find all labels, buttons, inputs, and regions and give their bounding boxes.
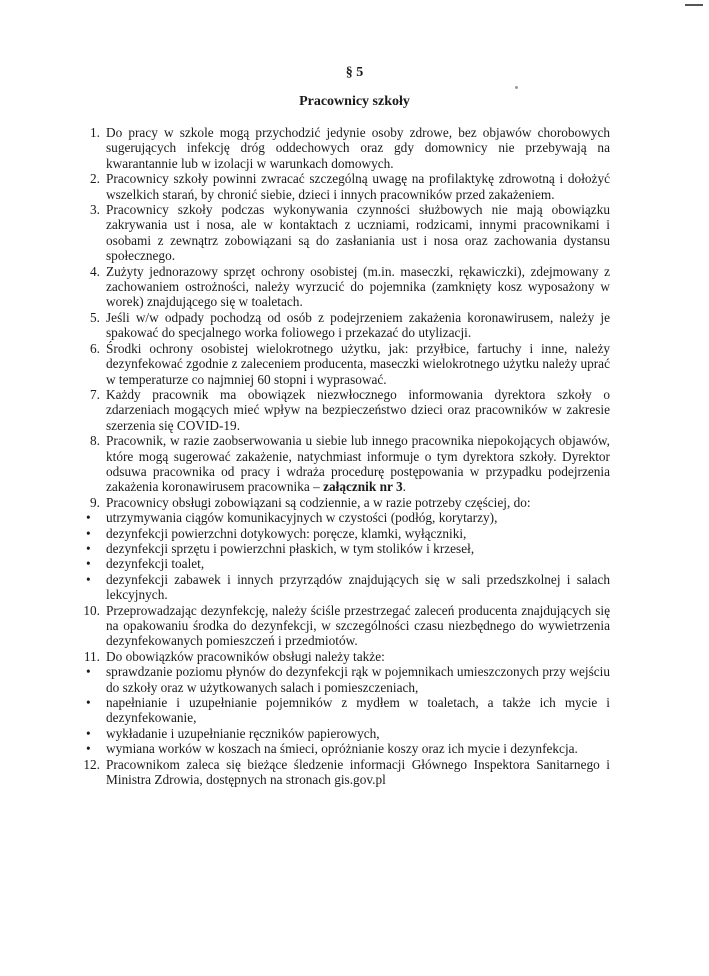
item-text: Jeśli w/w odpady pochodzą od osób z podejrzeniem zakażenia koronawirusem, należy je spakować do specjalnego worka foliowego i przekazać do utylizacji. xyxy=(106,309,610,341)
bullet-text: dezynfekcji zabawek i innych przyrządów znajdujących się w sali przedszkolnej i salach lekcyjnych. xyxy=(106,571,610,603)
bullet-icon: • xyxy=(86,571,91,587)
item-text: Przeprowadzając dezynfekcję, należy ściśle przestrzegać zaleceń producenta znajdujących się na opakowaniu środka do dezynfekcji, w szczególności czasu niezbędnego do wywietrzenia dezynfekowanych pomieszczeń i przedmiotów. xyxy=(106,602,610,649)
item-text: Pracownicy szkoły podczas wykonywania czynności służbowych nie mają obowiązku zakrywania ust i nosa, ale w kontaktach z uczniami, rodzicami, innymi pracownikami i osobami z zewnątrz zobowiązani są do zasłaniania ust i nosa oraz zachowania dystansu społecznego. xyxy=(106,202,610,264)
item-text: Pracownikom zaleca się bieżące śledzenie informacji Głównego Inspektora Sanitarnego i Ministra Zdrowia, dostępnych na stronach gis.gov.pl xyxy=(106,756,610,788)
item-number: 10. xyxy=(83,602,100,618)
list-item xyxy=(78,341,610,387)
list-item xyxy=(78,649,610,664)
list-item xyxy=(78,264,610,310)
item-text-main: Pracownik, w razie zaobserwowania u siebie lub innego pracownika niepokojących objawów, które mogą sugerować zakażenie, natychmiast informuje o tym dyrektora szkoły. Dyrektor odsuwa pracownika od pracy i wdraża procedurę postępowania w przypadku podejrzenia zakażenia koronawirusem pracownika – xyxy=(106,433,610,495)
bullet-icon: • xyxy=(86,664,91,680)
bullet-text: sprawdzanie poziomu płynów do dezynfekcji rąk w pojemnikach umieszczonych przy wejściu do szkoły oraz w użytkowanych salach i pomieszczeniach, xyxy=(106,664,610,695)
document-body xyxy=(78,125,610,787)
bullet-text: utrzymywania ciągów komunikacyjnych w czystości (podłóg, korytarzy), xyxy=(106,510,498,526)
item-text: Środki ochrony osobistej wielokrotnego użytku, jak: przyłbice, fartuchy i inne, należy dezynfekować zgodnie z zaleceniem producenta, maseczki wielokrotnego użytku należy uprać w temperaturze co najmniej 60 stopni i wyprasować. xyxy=(106,340,610,387)
item-number: 6. xyxy=(90,340,100,356)
item-number: 5. xyxy=(90,309,100,325)
bullet-item xyxy=(78,726,610,741)
bullet-icon: • xyxy=(86,741,91,757)
bullet-icon: • xyxy=(86,556,91,572)
list-item xyxy=(78,171,610,202)
item-number: 1. xyxy=(90,125,100,140)
bullet-item xyxy=(78,664,610,695)
bullet-icon: • xyxy=(86,725,91,741)
scan-mark xyxy=(685,4,703,6)
bullet-icon: • xyxy=(86,695,91,711)
item-number: 7. xyxy=(90,386,100,402)
list-item xyxy=(78,202,610,264)
bullet-icon: • xyxy=(86,540,91,556)
attachment-reference: załącznik nr 3 xyxy=(323,479,403,495)
item-text xyxy=(106,433,610,495)
bullet-text: wymiana worków w koszach na śmieci, opróżnianie koszy oraz ich mycie i dezynfekcja. xyxy=(106,741,578,757)
bullet-icon: • xyxy=(86,510,91,526)
bullet-text: dezynfekcji sprzętu i powierzchni płaskich, w tym stolików i krzeseł, xyxy=(106,540,475,556)
item-text: Każdy pracownik ma obowiązek niezwłocznego informowania dyrektora szkoły o zdarzeniach mogących mieć wpływ na bezpieczeństwo dzieci oraz pracowników w zakresie szerzenia się COVID-19. xyxy=(106,386,610,433)
list-item xyxy=(78,433,610,495)
item-number: 3. xyxy=(90,202,100,218)
bullet-item xyxy=(78,541,610,556)
item-text: Do obowiązków pracowników obsługi należy także: xyxy=(106,648,385,664)
item-text: Pracownicy obsługi zobowiązani są codziennie, a w razie potrzeby częściej, do: xyxy=(106,494,531,510)
scan-speck xyxy=(515,86,518,89)
bullet-text: napełnianie i uzupełnianie pojemników z mydłem w toaletach, a także ich mycie i dezynfekowanie, xyxy=(106,695,610,726)
item-number: 4. xyxy=(90,263,100,279)
bullet-text: dezynfekcji powierzchni dotykowych: poręcze, klamki, wyłączniki, xyxy=(106,525,467,541)
item-text-end: . xyxy=(402,479,406,495)
bullet-item xyxy=(78,695,610,726)
item-text: Pracownicy szkoły powinni zwracać szczególną uwagę na profilaktykę zdrowotną i dołożyć wszelkich starań, by chronić siebie, dzieci i innych pracowników przed zakażeniem. xyxy=(106,171,610,202)
bullet-icon: • xyxy=(86,525,91,541)
bullet-text: wykładanie i uzupełnianie ręczników papierowych, xyxy=(106,725,380,741)
list-item xyxy=(78,387,610,433)
bullet-item xyxy=(78,572,610,603)
item-text: Do pracy w szkole mogą przychodzić jedynie osoby zdrowe, bez objawów chorobowych sugerujących infekcję dróg oddechowych oraz gdy domownicy nie przebywają na kwarantannie lub w izolacji w warunkach domowych. xyxy=(106,125,610,171)
bullet-item xyxy=(78,526,610,541)
list-item xyxy=(78,495,610,510)
list-item xyxy=(78,310,610,341)
item-number: 8. xyxy=(90,433,100,449)
section-title: Pracownicy szkoły xyxy=(299,94,410,109)
bullet-item xyxy=(78,510,610,525)
item-text: Zużyty jednorazowy sprzęt ochrony osobistej (m.in. maseczki, rękawiczki), zdejmowany z zachowaniem ostrożności, należy wyrzucić do pojemnika (zamknięty kosz wyposażony w worek) znajdującego się w toaletach. xyxy=(106,263,610,310)
item-number: 9. xyxy=(90,494,100,510)
item-number: 12. xyxy=(83,756,100,772)
bullet-text: dezynfekcji toalet, xyxy=(106,556,205,572)
section-number: § 5 xyxy=(345,65,364,80)
list-item xyxy=(78,125,610,171)
list-item xyxy=(78,603,610,649)
item-number: 2. xyxy=(90,171,100,187)
list-item xyxy=(78,757,610,788)
item-number: 11. xyxy=(83,648,100,664)
bullet-item xyxy=(78,556,610,571)
bullet-item xyxy=(78,741,610,756)
